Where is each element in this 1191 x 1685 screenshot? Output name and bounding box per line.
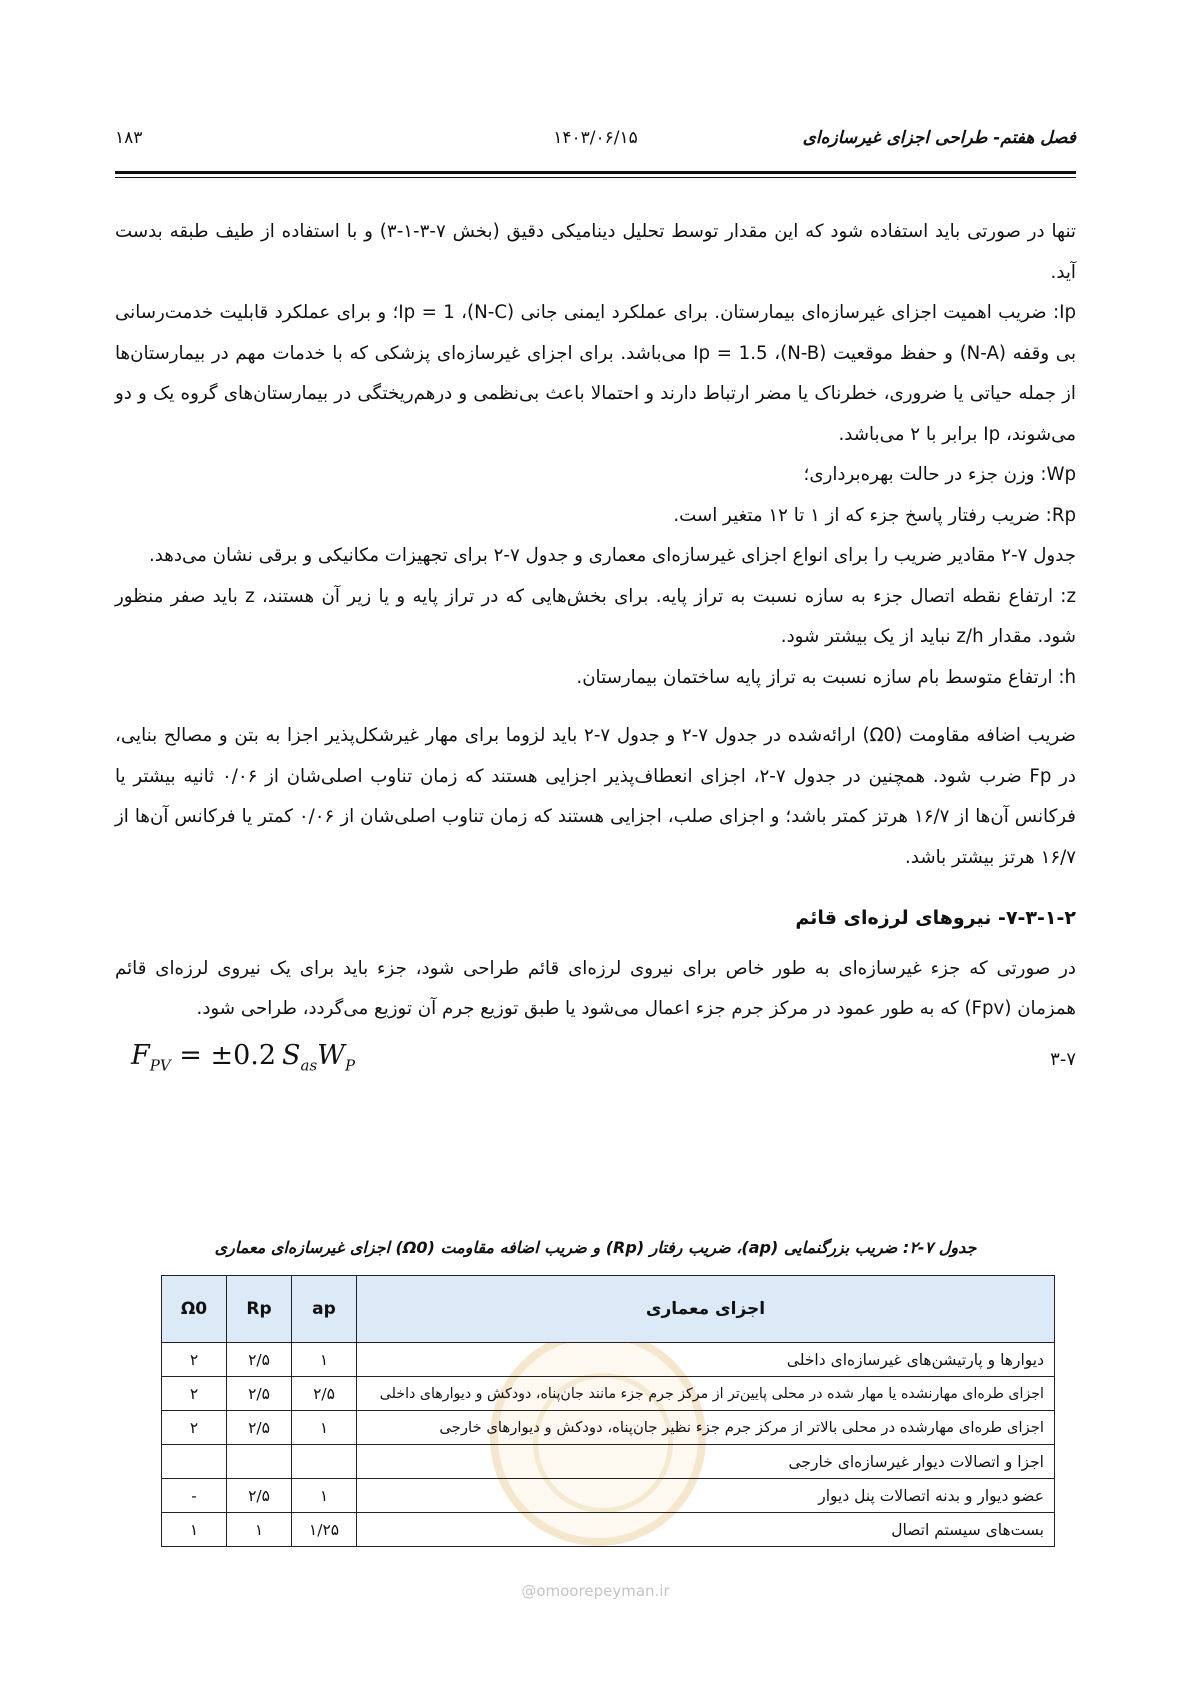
cell-ap: ۱: [292, 1479, 357, 1513]
cell-rp: ۲/۵: [227, 1377, 292, 1411]
cell-ap: ۲/۵: [292, 1377, 357, 1411]
main-text: [115, 212, 1076, 1094]
header-rule-thick: [115, 171, 1076, 174]
watermark-url: @omoorepeyman.ir: [521, 1582, 670, 1600]
table-row: [162, 1377, 1055, 1411]
table-row: [162, 1445, 1055, 1479]
paragraph: Rp: ضریب رفتار پاسخ جزء که از ۱ تا ۱۲ متغیر است.: [673, 504, 1076, 526]
cell-omega: [162, 1445, 227, 1479]
cell-rp: ۲/۵: [227, 1411, 292, 1445]
table-row: [162, 1343, 1055, 1377]
header-ap: ap: [292, 1276, 357, 1343]
table-row: [162, 1513, 1055, 1547]
cell-omega: ۲: [162, 1377, 227, 1411]
page-number: ۱۸۳: [115, 128, 143, 148]
cell-omega: ۱: [162, 1513, 227, 1547]
header-rule-thin: [115, 177, 1076, 178]
cell-desc: بست‌های سیستم اتصال: [357, 1513, 1055, 1547]
cell-rp: [227, 1445, 292, 1479]
cell-ap: ۱: [292, 1343, 357, 1377]
header-date: ۱۴۰۳/۰۶/۱۵: [553, 128, 638, 148]
architectural-components-table: [161, 1275, 1055, 1547]
header-desc: اجزای معماری: [357, 1276, 1055, 1343]
table-caption: جدول ۷-۲: ضریب بزرگنمایی (ap)، ضریب رفتار (Rp) و ضریب اضافه مقاومت (Ω0) اجزای غیرسازه‌ای معماری: [214, 1238, 977, 1257]
cell-ap: ۱: [292, 1411, 357, 1445]
paragraph: Wp: وزن جزء در حالت بهره‌برداری؛: [803, 464, 1076, 485]
paragraph: h: ارتفاع متوسط بام سازه نسبت به تراز پایه ساختمان بیمارستان.: [576, 666, 1076, 688]
equation-formula: $F_{PV} = \pm 0.2$ $S_{as}W_P$: [131, 1039, 356, 1074]
cell-desc: اجزا و اتصالات دیوار غیرسازه‌ای خارجی: [357, 1445, 1055, 1479]
equation: [115, 1030, 1076, 1094]
header-omega: Ω0: [162, 1276, 227, 1343]
cell-omega: -: [162, 1479, 227, 1513]
header-rp: Rp: [227, 1276, 292, 1343]
cell-desc: اجزای طره‌ای مهارشده در محلی بالاتر از مرکز جرم جزء نظیر جان‌پناه، دودکش و دیوارهای خارجی: [357, 1411, 1055, 1445]
paragraph: تنها در صورتی باید استفاده شود که این مقدار توسط تحلیل دینامیکی دقیق (بخش ۷-۳-۱-۳) و با استفاده از طیف طبقه بدست آید.: [115, 221, 1076, 283]
paragraph: Ip: ضریب اهمیت اجزای غیرسازه‌ای بیمارستان. برای عملکرد ایمنی جانی (N-C)، Ip = 1؛ و برای عملکرد قابلیت خدمت‌رسانی بی وقفه (N-A) و حفظ موقعیت (N-B)، Ip = 1.5 می‌باشد. برای اجزای غیرسازه‌ای پزشکی که با خدمات مهم در بیمارستان‌ها از جمله حیاتی یا ضروری، خطرناک یا مضر ارتباط دارند و احتمالا باعث بی‌نظمی و درهم‌ریختگی در بیمارستان‌های گروه یک و دو می‌شوند، Ip برابر با ۲ می‌باشد.: [115, 302, 1077, 445]
paragraph: در صورتی که جزء غیرسازه‌ای به طور خاص برای نیروی لرزه‌ای قائم طراحی شود، جزء باید برای یک نیروی لرزه‌ای قائم همزمان (Fpv) که به طور عمود در مرکز جرم جزء اعمال می‌شود یا طبق توزیع جرم آن توزیع می‌گردد، طراحی شود.: [115, 957, 1076, 1019]
table-row: [162, 1411, 1055, 1445]
cell-rp: ۱: [227, 1513, 292, 1547]
table-row: [162, 1479, 1055, 1513]
cell-omega: ۲: [162, 1343, 227, 1377]
cell-desc: دیوارها و پارتیشن‌های غیرسازه‌ای داخلی: [357, 1343, 1055, 1377]
equation-number: ۳-۷: [1050, 1048, 1076, 1070]
paragraph: z: ارتفاع نقطه اتصال جزء به سازه نسبت به تراز پایه. برای بخش‌هایی که در تراز پایه و یا زیر آن هستند، z باید صفر منظور شود. مقدار z/h نباید از یک بیشتر شود.: [115, 585, 1076, 647]
cell-desc: عضو دیوار و بدنه اتصالات پنل دیوار: [357, 1479, 1055, 1513]
cell-rp: ۲/۵: [227, 1343, 292, 1377]
page-header: [115, 128, 1076, 158]
cell-ap: [292, 1445, 357, 1479]
chapter-title: فصل هفتم- طراحی اجزای غیرسازه‌ای: [802, 128, 1076, 148]
section-heading: ۷-۳-۱-۲- نیروهای لرزه‌ای قائم: [795, 907, 1076, 929]
paragraph: ضریب اضافه مقاومت (Ω0) ارائه‌شده در جدول ۷-۲ و جدول ۷-۲ باید لزوما برای مهار غیرشکل‌پذیر اجزا به بتن و مصالح بنایی، در Fp ضرب شود. همچنین در جدول ۷-۲، اجزای انعطاف‌پذیر اجزایی هستند که زمان تناوب اصلی‌شان از ۰/۰۶ ثانیه بیشتر یا فرکانس آن‌ها از ۱۶/۷ هرتز کمتر باشد؛ و اجزای صلب، اجزایی هستند که زمان تناوب اصلی‌شان از ۰/۰۶ کمتر یا فرکانس آن‌ها از ۱۶/۷ هرتز بیشتر باشد.: [115, 725, 1077, 868]
cell-desc: اجزای طره‌ای مهارنشده یا مهار شده در محلی پایین‌تر از مرکز جرم جزء مانند جان‌پناه، دودکش و دیوارهای داخلی: [357, 1377, 1055, 1411]
table-header-row: [162, 1276, 1055, 1343]
paragraph: جدول ۷-۲ مقادیر ضریب را برای انواع اجزای غیرسازه‌ای معماری و جدول ۷-۲ برای تجهیزات مکانیکی و برقی نشان می‌دهد.: [148, 545, 1076, 566]
cell-ap: ۱/۲۵: [292, 1513, 357, 1547]
cell-rp: ۲/۵: [227, 1479, 292, 1513]
cell-omega: ۲: [162, 1411, 227, 1445]
